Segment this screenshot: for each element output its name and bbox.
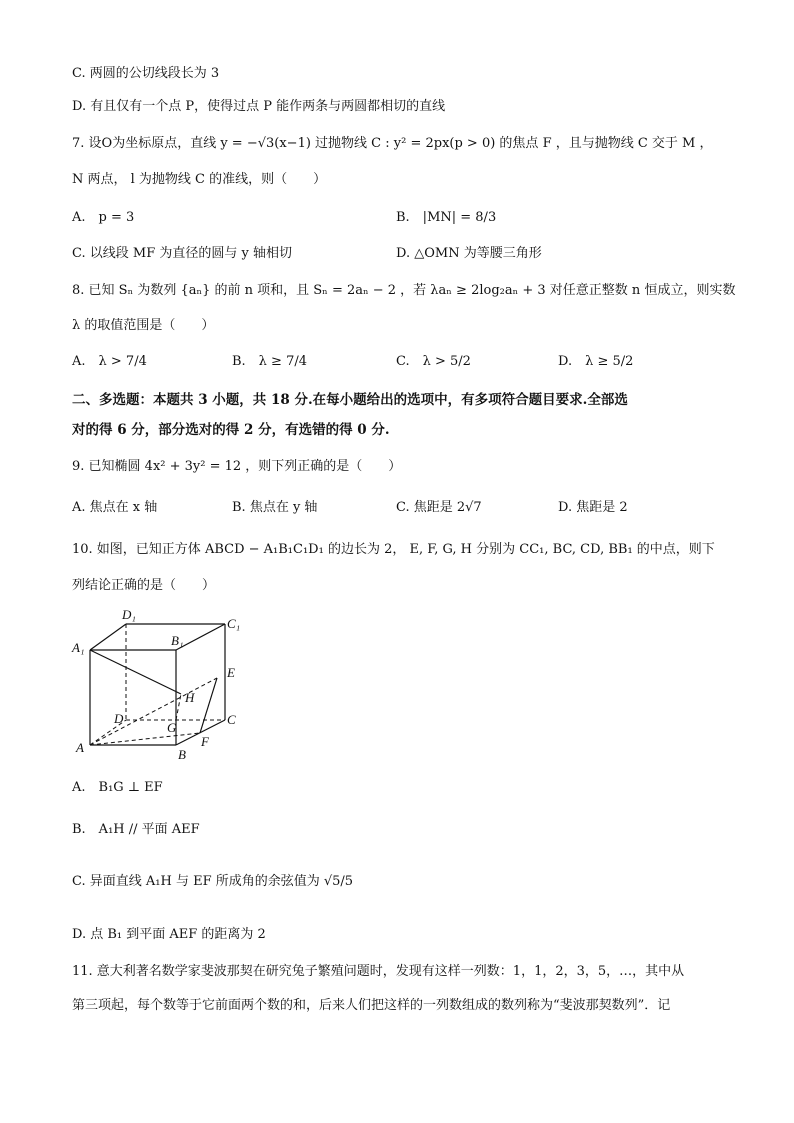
label-c: C	[227, 712, 236, 727]
label-a: A	[76, 740, 84, 755]
label-b1: B₁	[171, 633, 184, 648]
q7-option-b: B. |MN| = 8/3	[396, 210, 497, 225]
q6-option-c: C. 两圆的公切线段长为 3	[72, 66, 220, 81]
q7-stem-line2: N 两点， l 为抛物线 C 的准线，则（ ）	[72, 172, 327, 187]
q11-line1: 11. 意大利著名数学家斐波那契在研究兔子繁殖问题时，发现有这样一列数：1，1，2，3，5，…，其中从	[72, 964, 685, 979]
q6-option-d: D. 有且仅有一个点 P，使得过点 P 能作两条与两圆都相切的直线	[72, 99, 446, 114]
label-d1: D₁	[122, 608, 136, 622]
label-a1: A₁	[72, 640, 85, 655]
label-e: E	[227, 665, 235, 680]
q9-stem: 9. 已知椭圆 4x² + 3y² = 12 ，则下列正确的是（ ）	[72, 459, 402, 474]
q7-option-a: A. p = 3	[72, 210, 135, 225]
label-g: G	[167, 720, 177, 735]
section2-heading-line2: 对的得 6 分，部分选对的得 2 分，有选错的得 0 分.	[72, 422, 390, 438]
label-d: D	[114, 711, 124, 726]
q11-line2: 第三项起，每个数等于它前面两个数的和，后来人们把这样的一列数组成的数列称为“斐波那契数列”．记	[72, 998, 671, 1013]
q8-option-c: C. λ > 5/2	[396, 354, 471, 369]
q8-option-d: D. λ ≥ 5/2	[558, 354, 634, 369]
q10-option-a: A. B₁G ⊥ EF	[72, 780, 163, 795]
q8-stem-line1: 8. 已知 Sₙ 为数列 {aₙ} 的前 n 项和，且 Sₙ = 2aₙ − 2 ，若 λaₙ ≥ 2log₂aₙ + 3 对任意正整数 n 恒成立，则实数	[72, 283, 736, 298]
q10-option-b: B. A₁H // 平面 AEF	[72, 822, 200, 837]
q10-option-c: C. 异面直线 A₁H 与 EF 所成角的余弦值为 √5/5	[72, 874, 354, 889]
label-c1: C₁	[227, 616, 241, 631]
section2-heading-line1: 二、多选题：本题共 3 小题，共 18 分.在每小题给出的选项中，有多项符合题目要求.全部选	[72, 392, 628, 408]
q8-stem-line2: λ 的取值范围是（ ）	[72, 318, 215, 333]
q7-stem-line1: 7. 设O为坐标原点，直线 y = −√3(x−1) 过抛物线 C : y² = 2px(p > 0) 的焦点 F ，且与抛物线 C 交于 M ，	[72, 136, 713, 151]
label-f: F	[201, 734, 209, 749]
q7-option-c: C. 以线段 MF 为直径的圆与 y 轴相切	[72, 246, 292, 261]
q9-option-c: C. 焦距是 2√7	[396, 500, 482, 515]
q8-option-a: A. λ > 7/4	[72, 354, 147, 369]
q9-option-d: D. 焦距是 2	[558, 500, 628, 515]
label-h: H	[185, 690, 195, 705]
q10-option-d: D. 点 B₁ 到平面 AEF 的距离为 2	[72, 927, 266, 942]
q10-stem-line2: 列结论正确的是（ ）	[72, 578, 216, 593]
q8-option-b: B. λ ≥ 7/4	[232, 354, 308, 369]
label-b: B	[178, 747, 186, 762]
q10-stem-line1: 10. 如图，已知正方体 ABCD − A₁B₁C₁D₁ 的边长为 2， E, F, G, H 分别为 CC₁, BC, CD, BB₁ 的中点，则下	[72, 542, 715, 557]
q9-option-b: B. 焦点在 y 轴	[232, 500, 318, 515]
q9-option-a: A. 焦点在 x 轴	[72, 500, 158, 515]
q7-option-d: D. △OMN 为等腰三角形	[396, 246, 542, 261]
cube-figure	[70, 608, 260, 768]
